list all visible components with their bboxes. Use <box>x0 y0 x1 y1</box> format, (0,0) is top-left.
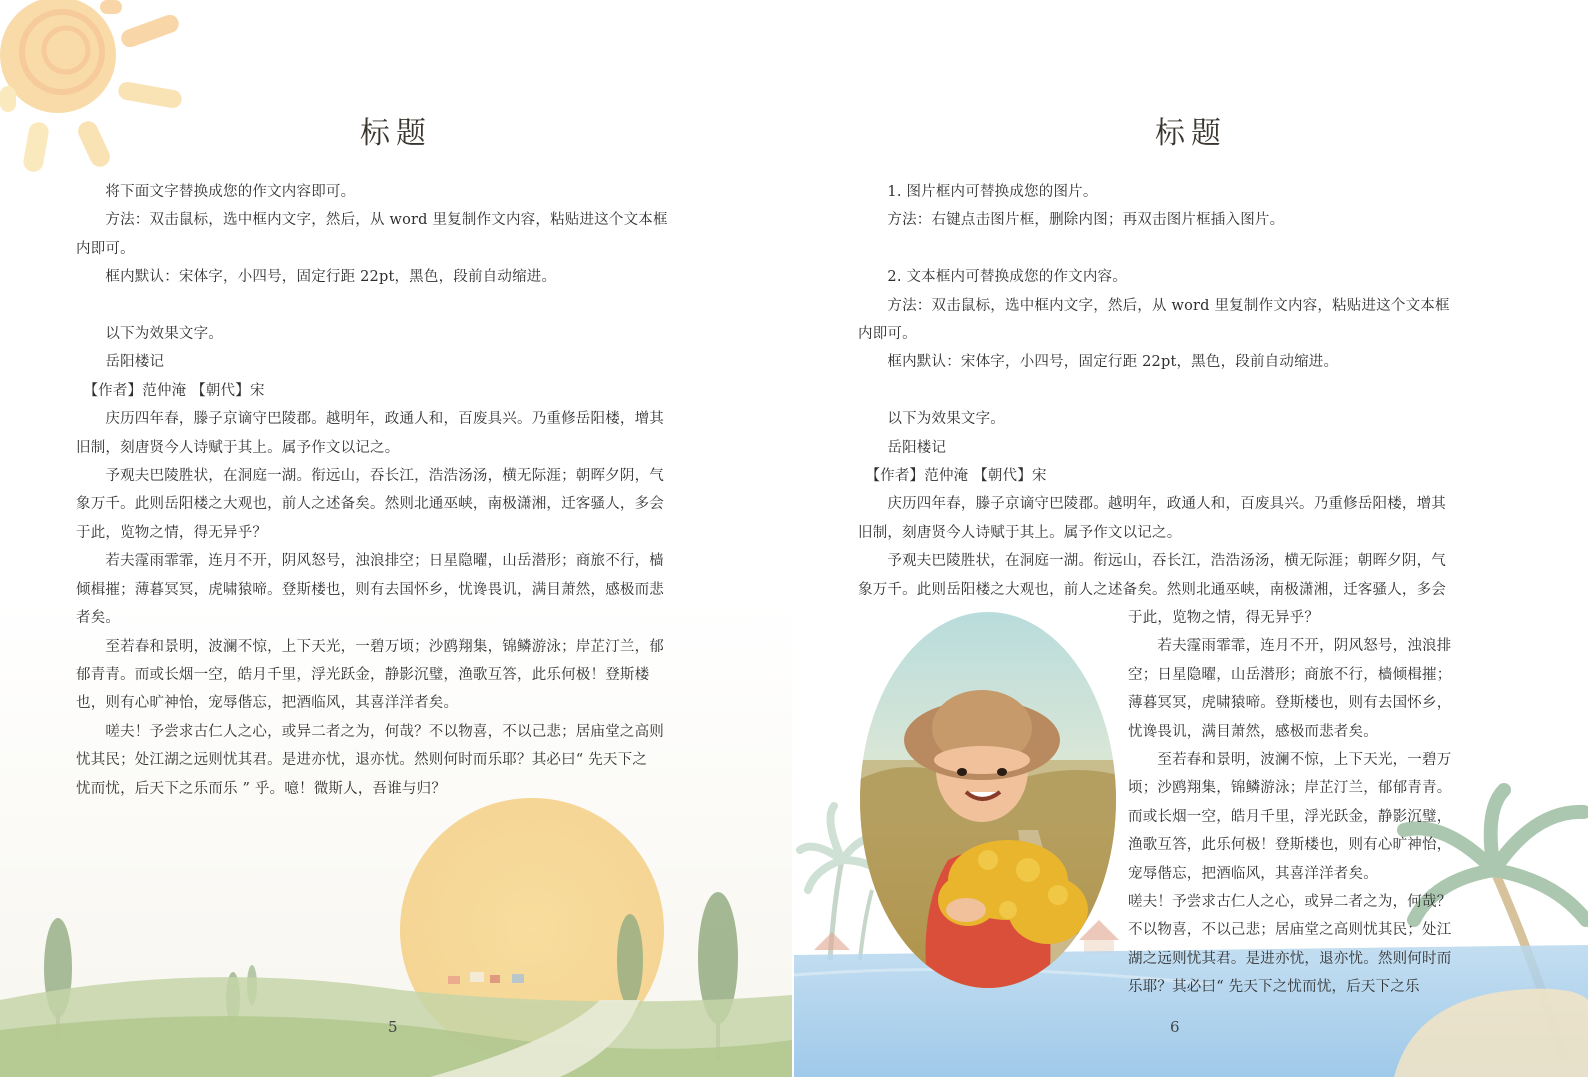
text-line <box>858 377 1498 405</box>
text-line: 内即可。 <box>76 240 135 257</box>
text-line <box>76 292 716 320</box>
text-line: 渔歌互答，此乐何极！登斯楼也，则有心旷神怡， <box>1128 837 1452 854</box>
text-line: 1. 图片框内可替换成您的图片。 <box>858 184 1098 200</box>
text-line: 者矣。 <box>76 610 121 627</box>
text-line: 方法：双击鼠标，选中框内文字，然后，从 word 里复制作文内容，粘贴进这个文本框 <box>858 297 1450 314</box>
text-line: 以下为效果文字。 <box>858 411 1005 428</box>
text-line: 郁青青。而或长烟一空，皓月千里，浮光跃金，静影沉璧，渔歌互答，此乐何极！登斯楼 <box>76 666 650 683</box>
left-page <box>0 0 792 1077</box>
text-line: 而或长烟一空，皓月千里，浮光跃金，静影沉璧， <box>1128 808 1452 825</box>
text-line: 空；日星隐曜，山岳潜形；商旅不行，樯倾楫摧； <box>1128 666 1452 683</box>
text-line: 2. 文本框内可替换成您的作文内容。 <box>858 269 1127 286</box>
text-line: 薄暮冥冥，虎啸猿啼。登斯楼也，则有去国怀乡， <box>1128 695 1452 712</box>
page-number: 6 <box>1170 1018 1180 1036</box>
text-line: 【作者】范仲淹 【朝代】宋 <box>76 382 265 399</box>
text-line: 旧制，刻唐贤今人诗赋于其上。属予作文以记之。 <box>76 439 400 456</box>
text-line: 岳阳楼记 <box>76 354 165 371</box>
text-line: 至若春和景明，波澜不惊，上下天光，一碧万顷；沙鸥翔集，锦鳞游泳；岸芷汀兰，郁 <box>76 638 664 655</box>
text-line: 旧制，刻唐贤今人诗赋于其上。属予作文以记之。 <box>858 524 1182 541</box>
text-line: 嗟夫！予尝求古仁人之心，或异二者之为，何哉？不以物喜，不以己悲；居庙堂之高则 <box>76 723 664 740</box>
text-line: 将下面文字替换成您的作文内容即可。 <box>76 184 356 200</box>
essay-text-box[interactable] <box>858 178 1498 604</box>
text-line: 宠辱偕忘，把酒临风，其喜洋洋者矣。 <box>1128 865 1378 882</box>
text-line: 不以物喜，不以己悲；居庙堂之高则忧其民；处江 <box>1128 922 1452 939</box>
text-line: 乐耶？其必曰“ 先天下之忧而忧，后天下之乐 <box>1128 979 1420 996</box>
text-line: 若夫霪雨霏霏，连月不开，阴风怒号，浊浪排 <box>1128 638 1452 655</box>
text-line: 庆历四年春，滕子京谪守巴陵郡。越明年，政通人和，百废具兴。乃重修岳阳楼，增其 <box>858 496 1446 513</box>
text-line: 倾楫摧；薄暮冥冥，虎啸猿啼。登斯楼也，则有去国怀乡，忧谗畏讥，满目萧然，感极而悲 <box>76 581 664 598</box>
child-photo-frame[interactable] <box>858 610 1118 990</box>
essay-text-wrap-box[interactable] <box>1128 604 1498 1002</box>
text-line <box>858 235 1498 263</box>
text-line: 【作者】范仲淹 【朝代】宋 <box>858 468 1047 485</box>
text-line: 嗟夫！予尝求古仁人之心，或异二者之为，何哉？ <box>1128 894 1452 911</box>
text-line: 岳阳楼记 <box>858 439 947 456</box>
text-line: 以下为效果文字。 <box>76 326 223 343</box>
text-line: 内即可。 <box>858 326 917 343</box>
text-line: 庆历四年春，滕子京谪守巴陵郡。越明年，政通人和，百废具兴。乃重修岳阳楼，增其 <box>76 411 664 428</box>
text-line: 忧谗畏讥，满目萧然，感极而悲者矣。 <box>1128 723 1378 740</box>
text-line: 象万千。此则岳阳楼之大观也，前人之述备矣。然则北通巫峡，南极潇湘，迁客骚人，多会 <box>858 581 1446 598</box>
page-title: 标题 <box>1155 116 1227 151</box>
text-line: 至若春和景明，波澜不惊，上下天光，一碧万 <box>1128 752 1452 769</box>
page-number: 5 <box>388 1018 398 1036</box>
text-line: 方法：右键点击图片框，删除内图；再双击图片框插入图片。 <box>858 212 1285 229</box>
essay-text-box[interactable] <box>76 178 716 803</box>
text-line: 予观夫巴陵胜状，在洞庭一湖。衔远山，吞长江，浩浩汤汤，横无际涯；朝晖夕阴，气 <box>858 553 1446 570</box>
page-title: 标题 <box>360 116 432 151</box>
text-line: 湖之远则忧其君。是进亦忧，退亦忧。然则何时而 <box>1128 950 1452 967</box>
text-line: 予观夫巴陵胜状，在洞庭一湖。衔远山，吞长江，浩浩汤汤，横无际涯；朝晖夕阴，气 <box>76 468 664 485</box>
text-line: 框内默认：宋体字，小四号，固定行距 22pt，黑色，段前自动缩进。 <box>858 354 1339 371</box>
text-line: 顷；沙鸥翔集，锦鳞游泳；岸芷汀兰，郁郁青青。 <box>1128 780 1452 797</box>
text-line: 于此，览物之情，得无异乎？ <box>76 524 268 541</box>
text-line: 于此，览物之情，得无异乎？ <box>1128 610 1320 626</box>
text-line: 方法：双击鼠标，选中框内文字，然后，从 word 里复制作文内容，粘贴进这个文本框 <box>76 212 668 229</box>
text-line: 也，则有心旷神怡，宠辱偕忘，把酒临风，其喜洋洋者矣。 <box>76 695 459 712</box>
text-line: 框内默认：宋体字，小四号，固定行距 22pt，黑色，段前自动缩进。 <box>76 269 557 286</box>
text-line: 忧其民；处江湖之远则忧其君。是进亦忧，退亦忧。然则何时而乐耶？其必曰“ 先天下之 <box>76 752 648 769</box>
text-line: 若夫霪雨霏霏，连月不开，阴风怒号，浊浪排空；日星隐曜，山岳潜形；商旅不行，樯 <box>76 553 664 570</box>
text-line: 象万千。此则岳阳楼之大观也，前人之述备矣。然则北通巫峡，南极潇湘，迁客骚人，多会 <box>76 496 664 513</box>
text-line: 忧而忧，后天下之乐而乐 ” 乎。噫！微斯人，吾谁与归？ <box>76 780 447 797</box>
right-page <box>794 0 1588 1077</box>
